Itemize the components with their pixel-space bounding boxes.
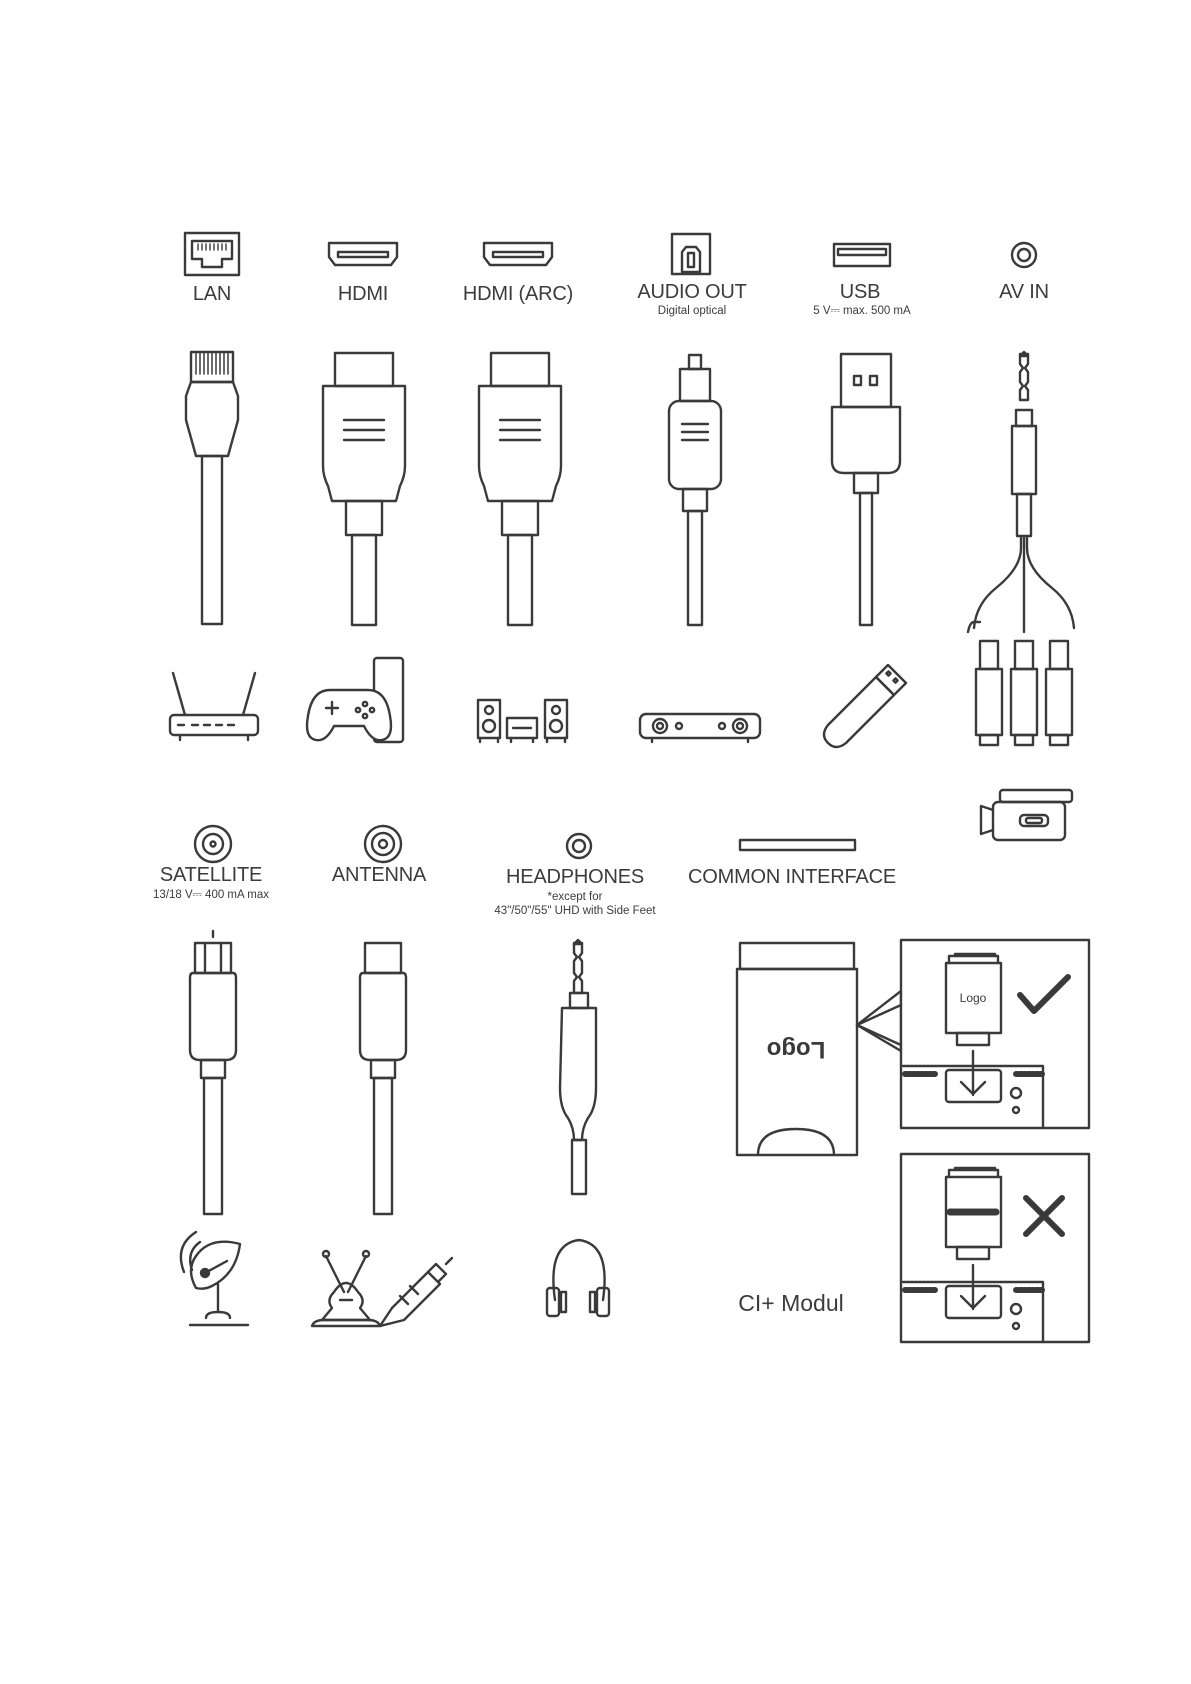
router-icon [170,673,258,740]
usb-port-icon [834,244,890,266]
usb-stick-icon [824,665,906,747]
satellite-sublabel: 13/18 V⎓ 400 mA max [153,889,269,901]
ci-module-label: CI+ Modul [738,1290,844,1316]
lan-cable-icon [186,352,238,624]
headphones-sublabel-1: *except for [547,891,603,903]
antenna-label: ANTENNA [331,864,427,886]
camcorder-icon [981,790,1072,840]
audio-out-sublabel: Digital optical [657,305,727,317]
satellite-port-icon [195,826,231,862]
optical-port-icon [672,234,710,274]
headphones-sublabel-2: 43"/50"/55" UHD with Side Feet [494,905,656,917]
sound-system-icon [478,700,567,742]
av-cable-icon [968,352,1074,745]
usb-cable-icon [832,354,900,625]
ci-card-logo-text: Logo [766,1036,826,1063]
hdmi-cable-icon [323,353,405,625]
headphone-cable-icon [560,940,596,1194]
hdmi-port-icon [329,243,397,265]
ci-slot-icon [740,840,855,850]
satellite-label: SATELLITE [159,864,263,886]
antenna-cable-icon [360,943,406,1214]
lan-label: LAN [192,283,232,305]
game-console-icon [307,658,403,742]
ci-correct-logo-text: Logo [959,991,987,1005]
ci-card-icon [737,943,901,1155]
av-in-label: AV IN [999,281,1049,303]
hdmi-arc-port-icon [484,243,552,265]
optical-cable-icon [669,355,721,625]
antenna-port-icon [365,826,401,862]
usb-sublabel: 5 V⎓ max. 500 mA [813,305,911,317]
usb-label: USB [839,281,881,303]
soundbar-icon [640,714,760,742]
lan-port-icon [185,233,239,275]
hdmi-label: HDMI [337,283,389,305]
hdmi-arc-cable-icon [479,353,561,625]
headphones-label: HEADPHONES [505,866,645,888]
ci-wrong-panel [901,1154,1089,1342]
satellite-cable-icon [190,931,236,1214]
tv-antenna-icon [312,1251,452,1326]
common-interface-label: COMMON INTERFACE [688,866,896,888]
av-in-port-icon [1012,243,1036,267]
hdmi-arc-label: HDMI (ARC) [462,283,574,305]
audio-out-label: AUDIO OUT [637,281,747,303]
headphone-port-icon [567,834,591,858]
headphones-icon [547,1240,609,1316]
satellite-dish-icon [181,1232,248,1325]
